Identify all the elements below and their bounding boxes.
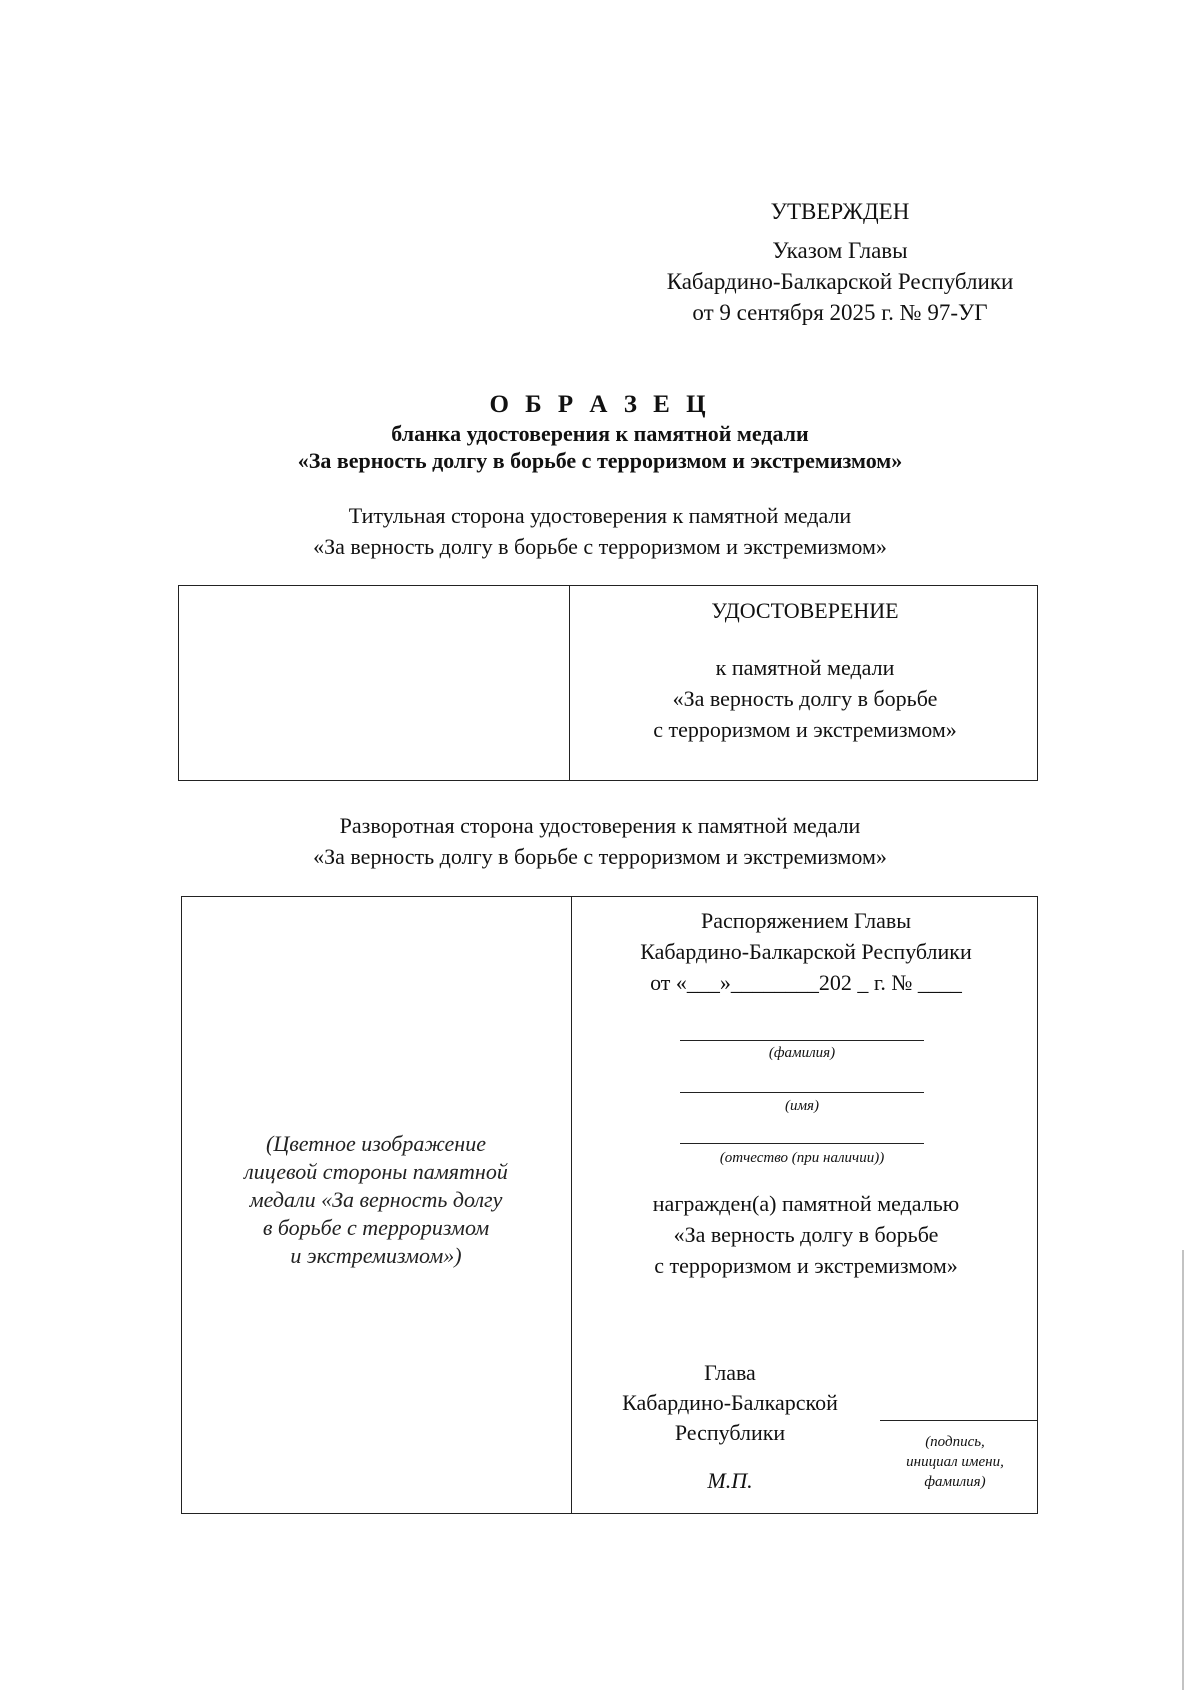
- signer-line: Республики: [674, 1420, 786, 1445]
- signer-title: [580, 1358, 880, 1448]
- stamp-place: М.П.: [707, 1468, 753, 1493]
- certificate-text-line: к памятной медали: [715, 655, 895, 680]
- placeholder-line: (Цветное изображение: [266, 1131, 486, 1156]
- title-side-divider: [569, 585, 570, 781]
- caption-line: «За верность долгу в борьбе с терроризмом и экстремизмом»: [313, 534, 887, 559]
- caption-line: «За верность долгу в борьбе с терроризмом и экстремизмом»: [313, 844, 887, 869]
- surname-line: [680, 1040, 924, 1041]
- title-side-caption: [150, 500, 1050, 562]
- certificate-text-line: с терроризмом и экстремизмом»: [653, 717, 957, 742]
- awarded-text: [574, 1188, 1038, 1281]
- certificate-text: [572, 652, 1038, 745]
- order-line: от «___»________202 _ г. № ____: [650, 970, 962, 995]
- approval-line: от 9 сентября 2025 г. № 97-УГ: [692, 300, 988, 325]
- placeholder-line: лицевой стороны памятной: [244, 1159, 508, 1184]
- surname-label: (фамилия): [768, 1045, 836, 1061]
- certificate-title: УДОСТОВЕРЕНИЕ: [711, 598, 899, 623]
- spread-side-caption: [150, 810, 1050, 872]
- awarded-line: «За верность долгу в борьбе: [673, 1222, 939, 1247]
- signer-line: Глава: [704, 1360, 756, 1385]
- caption-line: Разворотная сторона удостоверения к памятной медали: [339, 813, 861, 838]
- signature-caption-line: фамилия): [924, 1474, 986, 1490]
- certificate-text-line: «За верность долгу в борьбе: [672, 686, 938, 711]
- heading-subtitle: «За верность долгу в борьбе с терроризмом и экстремизмом»: [297, 448, 903, 473]
- patronymic-line: [680, 1143, 924, 1144]
- document-heading: [150, 390, 1050, 474]
- order-reference: [574, 905, 1038, 998]
- name-line: [680, 1092, 924, 1093]
- heading-title: О Б Р А З Е Ц: [489, 391, 711, 418]
- signature-caption: [880, 1432, 1030, 1492]
- order-line: Кабардино-Балкарской Республики: [640, 939, 972, 964]
- awarded-line: с терроризмом и экстремизмом»: [654, 1253, 958, 1278]
- heading-subtitle: бланка удостоверения к памятной медали: [391, 421, 809, 446]
- approval-block: [640, 196, 1040, 328]
- medal-image-placeholder: [190, 1130, 562, 1270]
- order-line: Распоряжением Главы: [700, 908, 912, 933]
- signature-line: [880, 1420, 1038, 1421]
- signature-caption-line: инициал имени,: [906, 1454, 1004, 1470]
- placeholder-line: и экстремизмом»): [290, 1243, 462, 1268]
- signer-line: Кабардино-Балкарской: [622, 1390, 838, 1415]
- approval-line: Кабардино-Балкарской Республики: [666, 269, 1014, 294]
- caption-line: Титульная сторона удостоверения к памятной медали: [348, 503, 852, 528]
- spread-side-divider: [571, 896, 572, 1514]
- name-label: (имя): [784, 1098, 820, 1114]
- awarded-line: награжден(а) памятной медалью: [652, 1191, 960, 1216]
- placeholder-line: в борьбе с терроризмом: [262, 1215, 490, 1240]
- signature-caption-line: (подпись,: [925, 1434, 985, 1450]
- patronymic-label: (отчество (при наличии)): [719, 1150, 885, 1166]
- approval-title: УТВЕРЖДЕН: [770, 199, 910, 224]
- approval-line: Указом Главы: [772, 238, 908, 263]
- scan-edge-artifact: [1182, 1250, 1184, 1690]
- placeholder-line: медали «За верность долгу: [249, 1187, 503, 1212]
